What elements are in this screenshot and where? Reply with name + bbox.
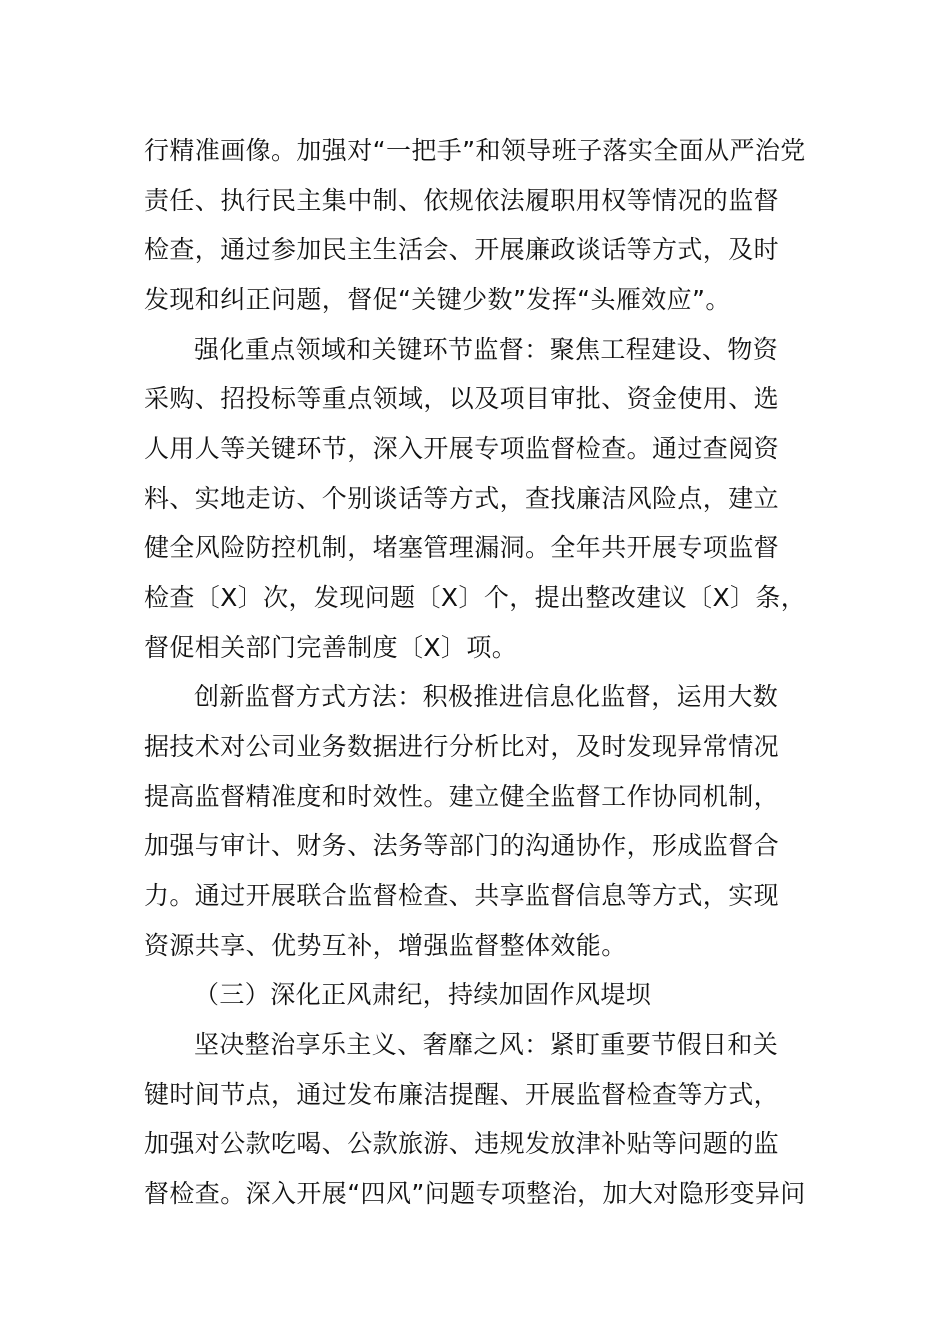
text-line: 人用人等关键环节，深入开展专项监督检查。通过查阅资 xyxy=(144,434,780,463)
text-line: 据技术对公司业务数据进行分析比对，及时发现异常情况 xyxy=(144,732,780,761)
text-line: 健全风险防控机制，堵塞管理漏洞。全年共开展专项监督 xyxy=(144,533,780,562)
text-line: 力。通过开展联合监督检查、共享监督信息等方式，实现 xyxy=(144,881,780,910)
text-line: 行精准画像。加强对“一把手”和领导班子落实全面从严治党 xyxy=(144,136,806,165)
text-line: 采购、招投标等重点领域，以及项目审批、资金使用、选 xyxy=(144,384,780,413)
text-line: 督促相关部门完善制度〔X〕项。 xyxy=(144,633,518,662)
text-line: 提高监督精准度和时效性。建立健全监督工作协同机制， xyxy=(144,782,780,811)
text-line: 督检查。深入开展“四风”问题专项整治，加大对隐形变异问 xyxy=(144,1179,806,1208)
text-line: 发现和纠正问题，督促“关键少数”发挥“头雁效应”。 xyxy=(144,285,731,314)
paragraph-start-line: 创新监督方式方法：积极推进信息化监督，运用大数 xyxy=(194,682,779,711)
text-line: 责任、执行民主集中制、依规依法履职用权等情况的监督 xyxy=(144,186,780,215)
paragraph-start-line: 强化重点领域和关键环节监督：聚焦工程建设、物资 xyxy=(194,335,779,364)
text-line: 加强与审计、财务、法务等部门的沟通协作，形成监督合 xyxy=(144,831,780,860)
text-line: 加强对公款吃喝、公款旅游、违规发放津补贴等问题的监 xyxy=(144,1129,780,1158)
text-line: 资源共享、优势互补，增强监督整体效能。 xyxy=(144,931,627,960)
text-line: 料、实地走访、个别谈话等方式，查找廉洁风险点，建立 xyxy=(144,484,780,513)
text-line: 键时间节点，通过发布廉洁提醒、开展监督检查等方式， xyxy=(144,1080,780,1109)
text-line: 检查〔X〕次，发现问题〔X〕个，提出整改建议〔X〕条， xyxy=(144,583,807,612)
text-line: 检查，通过参加民主生活会、开展廉政谈话等方式，及时 xyxy=(144,235,780,264)
paragraph-start-line: 坚决整治享乐主义、奢靡之风：紧盯重要节假日和关 xyxy=(194,1030,779,1059)
section-heading: （三）深化正风肃纪，持续加固作风堤坝 xyxy=(194,980,652,1009)
